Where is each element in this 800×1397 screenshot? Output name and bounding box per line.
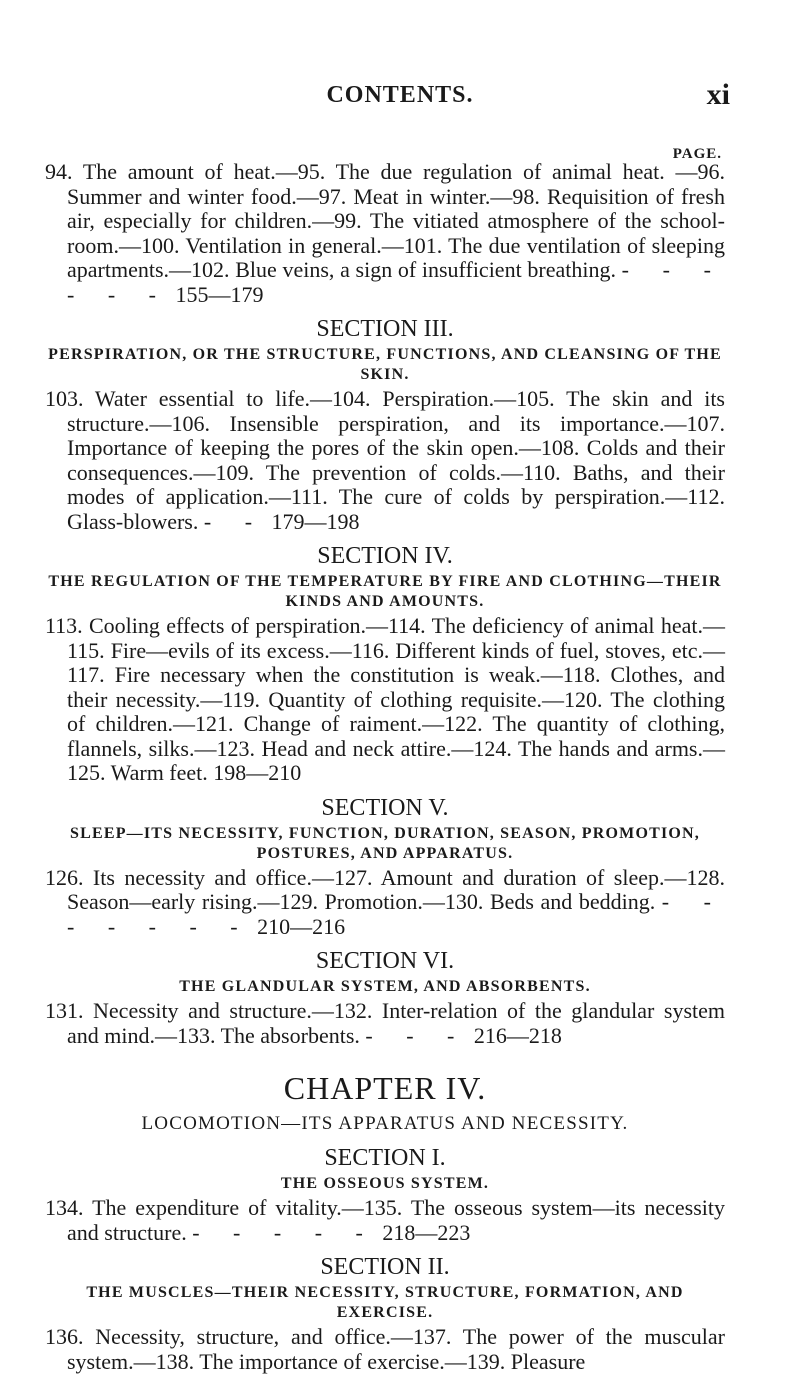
- section-subtitle: THE GLANDULAR SYSTEM, AND ABSORBENTS.: [179, 978, 591, 995]
- chapter-heading: CHAPTER IV.: [283, 1070, 487, 1106]
- section-heading: SECTION IV.: [317, 543, 453, 569]
- contents-entry: [45, 1196, 725, 1245]
- leader-dots: - -: [203, 508, 267, 534]
- page-range: 218—223: [382, 1219, 471, 1245]
- section-heading: SECTION I.: [324, 1145, 446, 1171]
- contents-entry: [45, 160, 725, 307]
- page-range: 155—179: [175, 281, 264, 307]
- page-column-label: PAGE.: [672, 146, 722, 162]
- contents-entry: [45, 1325, 725, 1374]
- page-range: 210—216: [257, 913, 346, 939]
- running-header: [0, 74, 800, 114]
- leader-dots: - - - - - -: [67, 257, 725, 307]
- contents-entry: [45, 614, 725, 786]
- section-subtitle: THE REGULATION OF THE TEMPERATURE BY FIRE AND CLOTHING—THEIR KINDS AND AMOUNTS.: [48, 573, 722, 610]
- leader-dots: - - - - -: [192, 1219, 377, 1245]
- section-subtitle: THE OSSEOUS SYSTEM.: [280, 1175, 490, 1192]
- section-heading: SECTION III.: [316, 316, 454, 342]
- page-range: 179—198: [271, 508, 360, 534]
- section-subtitle: PERSPIRATION, OR THE STRUCTURE, FUNCTIONS, AND CLEANSING OF THE SKIN.: [48, 346, 722, 383]
- entry-text: 136. Necessity, structure, and office.—137. The power of the muscular system.—138. The importance of exercise.—139. Pleasure: [45, 1324, 725, 1374]
- page-range: 216—218: [473, 1022, 562, 1048]
- contents-entry: [45, 999, 725, 1048]
- section-heading: SECTION II.: [320, 1254, 450, 1280]
- leader-dots: - - - - - - -: [67, 889, 726, 939]
- section-heading: SECTION VI.: [315, 948, 455, 974]
- running-title: CONTENTS.: [326, 82, 474, 108]
- entry-text: 113. Cooling effects of perspiration.—114. The deficiency of animal heat.—115. Fire—evils of its excess.—116. Different kinds of fuel, stoves, etc.—117. Fire necessary when the constitution is weak.—118. Clothes, and their necessity.—119. Quantity of clothing requisite.—120. The clothing of children.—121. Change of raiment.—122. The quantity of clothing, flannels, silks.—123. Head and neck attire.—124. The hands and arms.—125. Warm feet.: [45, 613, 725, 785]
- entry-text: 126. Its necessity and office.—127. Amount and duration of sleep.—128. Season—early rising.—129. Promotion.—130. Beds and bedding.: [45, 864, 725, 914]
- entry-text: 103. Water essential to life.—104. Perspiration.—105. The skin and its structure.—106. Insensible perspiration, and its importance.—107. Importance of keeping the pores of the skin open.—108. Colds and their consequences.—109. The prevention of colds.—110. Baths, and their modes of application.—111. The cure of colds by perspiration.—112. Glass-blowers.: [45, 386, 725, 534]
- entry-text: 134. The expenditure of vitality.—135. The osseous system—its necessity and structure.: [45, 1195, 725, 1245]
- entry-text: 131. Necessity and structure.—132. Inter-relation of the glandular system and mind.—133. The absorbents.: [45, 998, 725, 1048]
- page-range: 198—210: [213, 760, 302, 785]
- leader-dots: - - -: [365, 1022, 469, 1048]
- contents-entry: [45, 866, 725, 940]
- section-subtitle: SLEEP—ITS NECESSITY, FUNCTION, DURATION, SEASON, PROMOTION, POSTURES, AND APPARATUS.: [69, 824, 701, 862]
- section-subtitle: THE MUSCLES—THEIR NECESSITY, STRUCTURE, FORMATION, AND EXERCISE.: [86, 1284, 684, 1321]
- entry-text: 94. The amount of heat.—95. The due regulation of animal heat. —96. Summer and winter food.—97. Meat in winter.—98. Requisition of fresh air, especially for children.—99. The vitiated atmosphere of the school-room.—100. Ventilation in general.—101. The due ventilation of sleeping apartments.—102. Blue veins, a sign of insufficient breathing.: [45, 159, 725, 282]
- section-heading: SECTION V.: [321, 794, 449, 821]
- chapter-subtitle: LOCOMOTION—ITS APPARATUS AND NECESSITY.: [141, 1113, 629, 1134]
- contents-entry: [45, 387, 725, 534]
- page-number: xi: [706, 78, 730, 111]
- contents-body: [45, 160, 725, 1374]
